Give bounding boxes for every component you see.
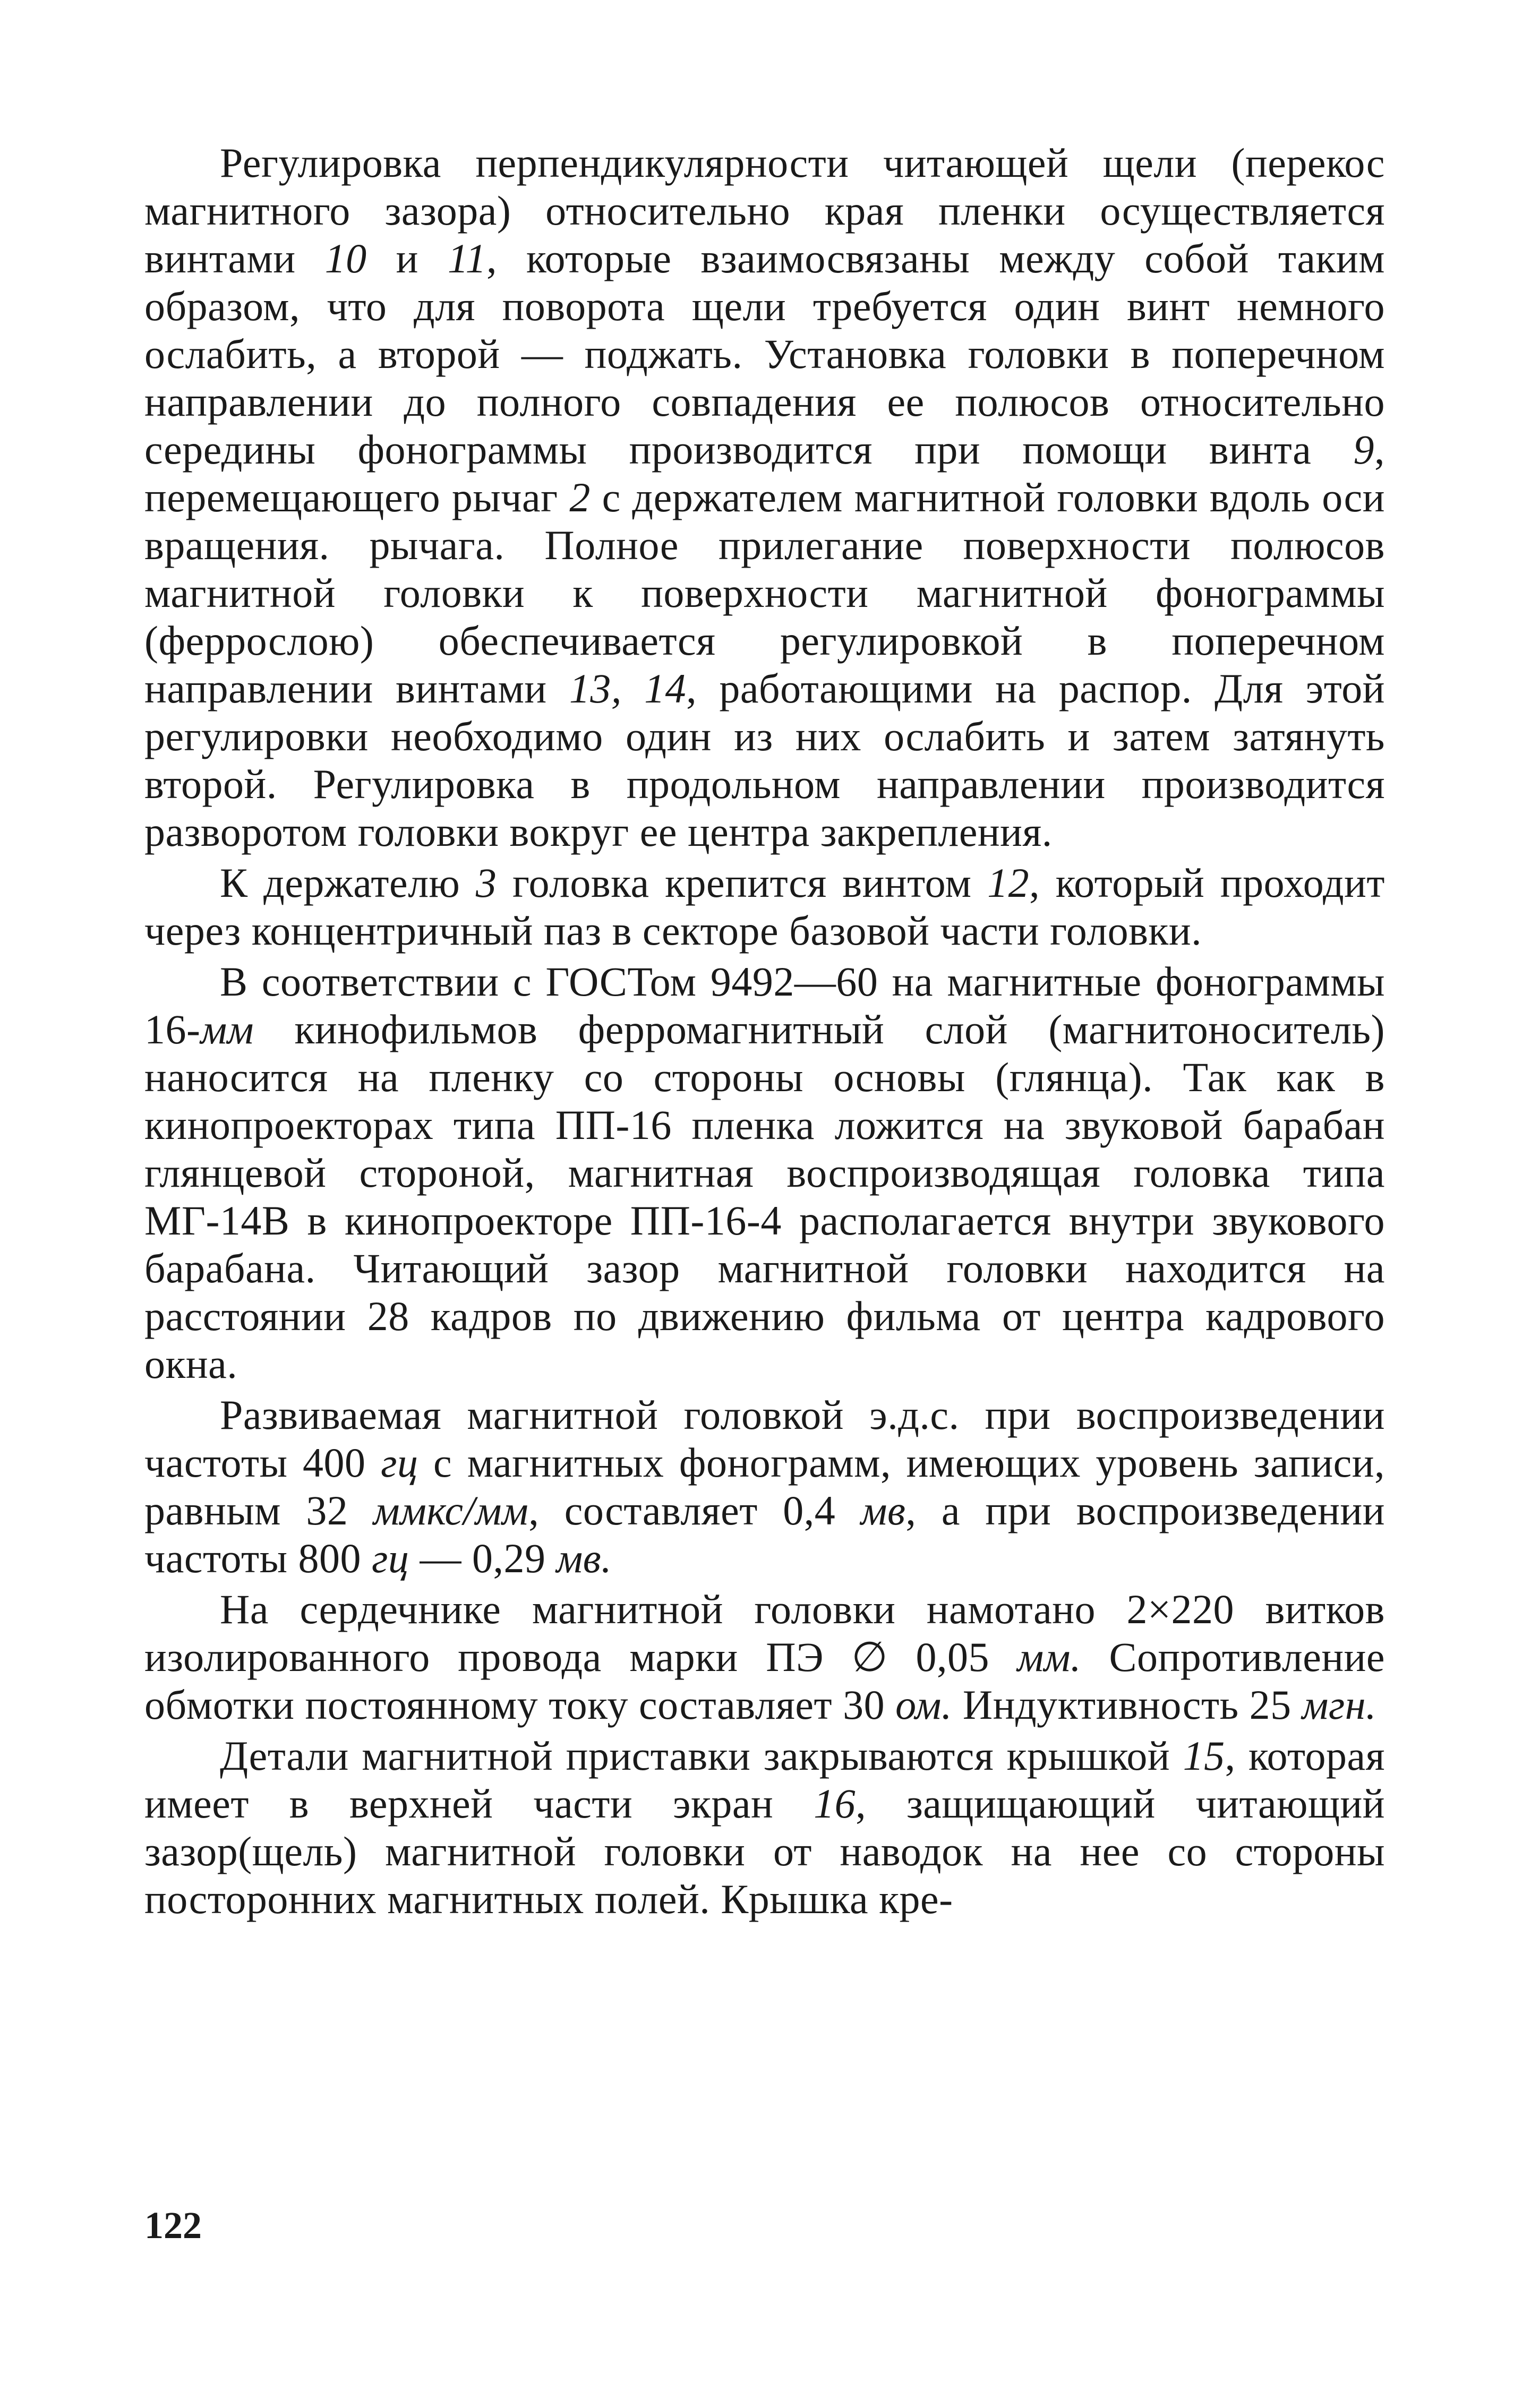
italic-text-run: ом.	[895, 1682, 952, 1728]
text-run: и	[366, 235, 448, 281]
italic-text-run: 11	[447, 235, 487, 281]
text-run: , который проходит через концентричный паз в секторе базовой части головки.	[144, 860, 1385, 954]
text-run: , работающими на распор. Для этой регулировки необходимо один из них ослабить и затем затянуть второй. Регулировка в продольном направлении производится разворотом головки вокруг ее центра закрепления.	[144, 665, 1385, 855]
text-run: В соответствии с ГОСТом 9492—60 на магнитные фонограммы 16-	[144, 958, 1385, 1052]
text-run: головка крепится винтом	[497, 860, 988, 906]
italic-text-run: 16	[814, 1780, 856, 1827]
page-number: 122	[144, 2204, 202, 2247]
italic-text-run: гц	[372, 1535, 409, 1581]
text-run: — 0,29	[409, 1535, 557, 1581]
paragraph-1	[144, 139, 1385, 856]
italic-text-run: мм.	[1017, 1634, 1081, 1680]
text-run: , перемещающего рычаг	[144, 426, 1385, 520]
text-run: Регулировка перпендикулярности читающей щели (перекос магнитного зазора) относительно края пленки осуществляется винтами	[144, 140, 1385, 281]
text-run: с магнитных фонограмм, имеющих уровень записи, равным 32	[144, 1439, 1385, 1533]
italic-text-run: мм	[200, 1006, 254, 1052]
paragraph-6	[144, 1732, 1385, 1923]
text-run: К держателю	[220, 860, 476, 906]
paragraph-2	[144, 859, 1385, 955]
text-run: Сопротивление обмотки постоянному току составляет 30	[144, 1634, 1385, 1728]
text-run: , составляет 0,4	[528, 1487, 861, 1533]
paragraph-5	[144, 1586, 1385, 1729]
text-run: Детали магнитной приставки закрываются крышкой	[220, 1733, 1183, 1779]
text-run: кинофильмов ферромагнитный слой (магнитоноситель) наносится на пленку со стороны основы (глянца). Так как в кинопроекторах типа ПП-16 пленка ложится на звуковой барабан глянцевой стороной, магнитная воспроизводящая головка типа МГ-14В в кинопроекторе ПП-16-4 располагается внутри звукового барабана. Читающий зазор магнитной головки находится на расстоянии 28 кадров по движению фильма от центра кадрового окна.	[144, 1006, 1385, 1387]
text-run: , а при воспроизведении частоты 800	[144, 1487, 1385, 1581]
italic-text-run: мв.	[556, 1535, 612, 1581]
italic-text-run: гц	[381, 1439, 418, 1486]
italic-text-run: 12	[987, 860, 1030, 906]
italic-text-run: мгн.	[1302, 1682, 1377, 1728]
text-run: , защищающий читающий зазор(щель) магнитной головки от наводок на нее со стороны посторонних магнитных полей. Крышка кре-	[144, 1780, 1385, 1922]
paragraph-4	[144, 1391, 1385, 1582]
text-run: Индуктивность 25	[952, 1682, 1302, 1728]
italic-text-run: 3	[475, 860, 497, 906]
italic-text-run: 15	[1183, 1733, 1225, 1779]
text-run: , которая имеет в верхней части экран	[144, 1733, 1385, 1827]
italic-text-run: 9	[1353, 426, 1374, 473]
text-run: , которые взаимосвязаны между собой таким образом, что для поворота щели требуется один винт немного ослабить, а второй — поджать. Установка головки в поперечном направлении до полного совпадения ее полюсов относительно середины фонограммы производится при помощи винта	[144, 235, 1385, 473]
italic-text-run: ммкс/мм	[373, 1487, 529, 1533]
text-run: Развиваемая магнитной головкой э.д.с. при воспроизведении частоты 400	[144, 1392, 1385, 1486]
italic-text-run: мв	[860, 1487, 906, 1533]
paragraph-3	[144, 958, 1385, 1388]
italic-text-run: 13, 14	[569, 665, 687, 712]
text-run: На сердечнике магнитной головки намотано 2×220 витков изолированного провода марки ПЭ ∅ 0,05	[144, 1586, 1385, 1680]
text-run: с держателем магнитной головки вдоль оси вращения. рычага. Полное прилегание поверхности полюсов магнитной головки к поверхности магнитной фонограммы (феррослою) обеспечивается регулировкой в поперечном направлении винтами	[144, 474, 1385, 712]
body-text	[144, 139, 1385, 1926]
italic-text-run: 2	[569, 474, 591, 520]
italic-text-run: 10	[324, 235, 367, 281]
